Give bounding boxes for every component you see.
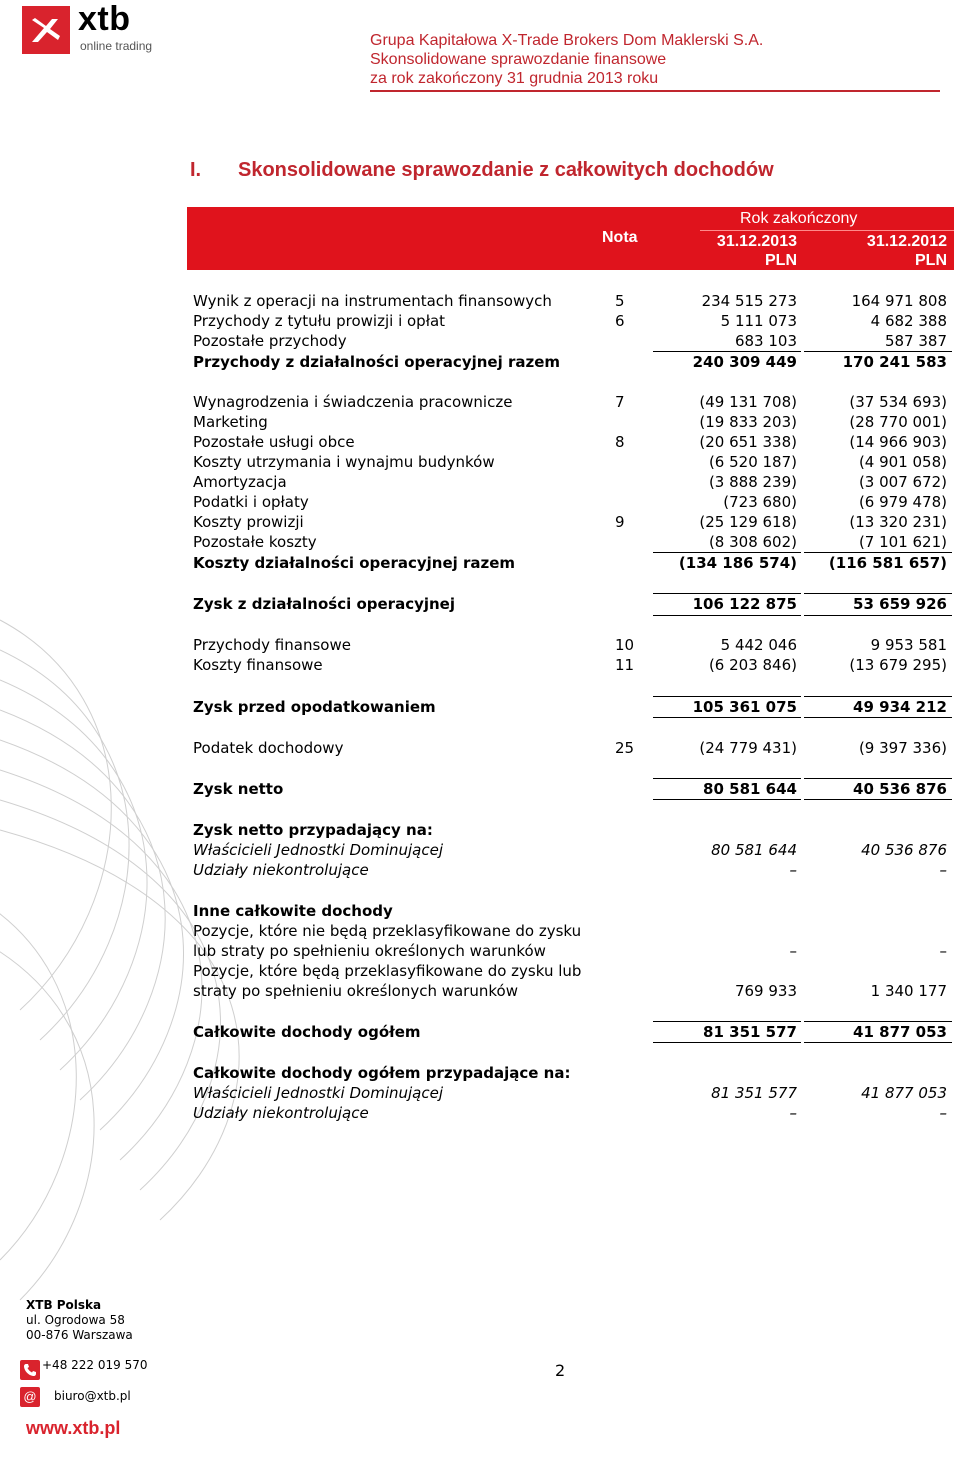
table-row: Udziały niekontrolujące – – xyxy=(193,1104,947,1122)
page-number: 2 xyxy=(555,1361,566,1380)
table-row: Koszty finansowe 11 (6 203 846) (13 679 295) xyxy=(193,656,947,674)
footer-city: 00-876 Warszawa xyxy=(26,1328,133,1342)
header-date-2012: 31.12.2012 xyxy=(866,233,947,250)
footer-street: ul. Ogrodowa 58 xyxy=(26,1313,125,1327)
table-row: Udziały niekontrolujące – – xyxy=(193,861,947,879)
subtotal-rule xyxy=(804,552,952,553)
subtotal-rule xyxy=(653,1021,801,1022)
table-row: lub straty po spełnieniu określonych warunków – – xyxy=(193,942,947,960)
table-row: Właścicieli Jednostki Dominującej 80 581 644 40 536 876 xyxy=(193,841,947,859)
subtotal-rule xyxy=(804,1021,952,1022)
table-row: Właścicieli Jednostki Dominującej 81 351 577 41 877 053 xyxy=(193,1084,947,1102)
table-header-divider xyxy=(700,230,954,231)
table-row: Podatki i opłaty (723 680) (6 979 478) xyxy=(193,493,947,511)
footer-company: XTB Polska xyxy=(26,1298,102,1312)
subtotal-rule xyxy=(653,593,801,594)
subtotal-rule xyxy=(653,552,801,553)
subtotal-rule xyxy=(653,1042,801,1043)
table-row-heading: Zysk netto przypadający na: xyxy=(193,821,433,839)
table-row: Koszty utrzymania i wynajmu budynków (6 520 187) (4 901 058) xyxy=(193,453,947,471)
table-row-heading: Inne całkowite dochody xyxy=(193,902,393,920)
table-row-total: Koszty działalności operacyjnej razem (134 186 574) (116 581 657) xyxy=(193,554,947,572)
table-row-total: Całkowite dochody ogółem 81 351 577 41 877 053 xyxy=(193,1023,947,1041)
subtotal-rule xyxy=(804,717,952,718)
subtotal-rule xyxy=(804,1042,952,1043)
subtotal-rule xyxy=(653,351,801,352)
reporting-period: za rok zakończony 31 grudnia 2013 roku xyxy=(370,70,659,87)
table-row: Pozostałe przychody 683 103 587 387 xyxy=(193,332,947,350)
subtotal-rule xyxy=(804,351,952,352)
subtotal-rule xyxy=(653,696,801,697)
header-date-2013: 31.12.2013 xyxy=(716,233,797,250)
footer-phone: +48 222 019 570 xyxy=(42,1358,148,1372)
table-row: Przychody finansowe 10 5 442 046 9 953 581 xyxy=(193,636,947,654)
header-year-ended: Rok zakończony xyxy=(740,210,858,227)
table-row-heading: Całkowite dochody ogółem przypadające na: xyxy=(193,1064,571,1082)
email-icon: @ xyxy=(20,1387,40,1407)
table-row-total: Zysk netto 80 581 644 40 536 876 xyxy=(193,780,947,798)
section-title-text: Skonsolidowane sprawozdanie z całkowitych dochodów xyxy=(238,159,774,181)
table-row: Wynagrodzenia i świadczenia pracownicze 7 (49 131 708) (37 534 693) xyxy=(193,393,947,411)
table-row-total: Zysk z działalności operacyjnej 106 122 875 53 659 926 xyxy=(193,595,947,613)
table-row: Amortyzacja (3 888 239) (3 007 672) xyxy=(193,473,947,491)
logo-text: xtb xyxy=(78,0,131,38)
subtotal-rule xyxy=(804,696,952,697)
header-rule xyxy=(370,90,940,92)
section-number: I. xyxy=(190,159,202,181)
footer-website[interactable]: www.xtb.pl xyxy=(26,1418,121,1438)
phone-icon xyxy=(20,1360,40,1380)
logo-subtitle: online trading xyxy=(80,39,153,53)
subtotal-rule xyxy=(653,799,801,800)
table-row: Pozostałe usługi obce 8 (20 651 338) (14 966 903) xyxy=(193,433,947,451)
document-header xyxy=(370,31,763,88)
table-row-total: Zysk przed opodatkowaniem 105 361 075 49 934 212 xyxy=(193,698,947,716)
table-row: Przychody z tytułu prowizji i opłat 6 5 111 073 4 682 388 xyxy=(193,312,947,330)
subtotal-rule xyxy=(653,717,801,718)
header-nota: Nota xyxy=(602,229,638,246)
header-currency-2012: PLN xyxy=(915,252,947,269)
company-name: Grupa Kapitałowa X-Trade Brokers Dom Maklerski S.A. xyxy=(370,32,764,49)
table-row: Pozycje, które będą przeklasyfikowane do zysku lub xyxy=(193,962,582,980)
document-title: Skonsolidowane sprawozdanie finansowe xyxy=(370,51,667,68)
subtotal-rule xyxy=(653,778,801,779)
table-row: Pozycje, które nie będą przeklasyfikowane do zysku xyxy=(193,922,582,940)
table-row: Pozostałe koszty (8 308 602) (7 101 621) xyxy=(193,533,947,551)
table-row: Wynik z operacji na instrumentach finansowych 5 234 515 273 164 971 808 xyxy=(193,292,947,310)
table-row: Marketing (19 833 203) (28 770 001) xyxy=(193,413,947,431)
subtotal-rule xyxy=(653,615,801,616)
subtotal-rule xyxy=(804,799,952,800)
table-row-total: Przychody z działalności operacyjnej razem 240 309 449 170 241 583 xyxy=(193,353,947,371)
header-currency-2013: PLN xyxy=(765,252,797,269)
table-row: Koszty prowizji 9 (25 129 618) (13 320 231) xyxy=(193,513,947,531)
subtotal-rule xyxy=(804,593,952,594)
subtotal-rule xyxy=(804,778,952,779)
logo-mark-icon xyxy=(22,6,70,54)
table-row: straty po spełnieniu określonych warunków 769 933 1 340 177 xyxy=(193,982,947,1000)
subtotal-rule xyxy=(804,615,952,616)
section-title xyxy=(190,159,774,182)
footer-email[interactable]: biuro@xtb.pl xyxy=(54,1389,131,1403)
table-row: Podatek dochodowy 25 (24 779 431) (9 397 336) xyxy=(193,739,947,757)
